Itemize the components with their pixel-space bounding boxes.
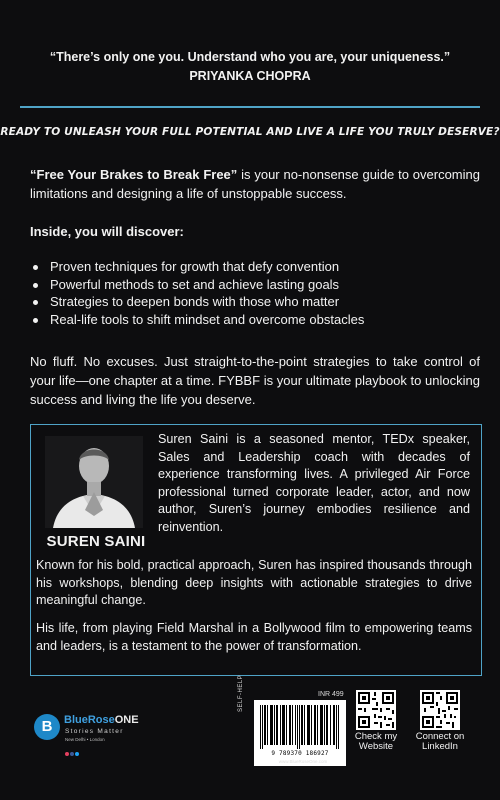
author-photo (45, 436, 143, 528)
price-label: INR 499 (318, 691, 344, 698)
intro-paragraph (30, 165, 480, 203)
list-item: Strategies to deepen bonds with those who matter (30, 293, 364, 311)
closing-paragraph: No fluff. No excuses. Just straight-to-the-point strategies to take control of your life—one chapter at a time. FYBBF is your ultimate playbook to unlocking success and living the life you deserve. (30, 354, 480, 407)
publisher-logo-icon: B (34, 714, 60, 740)
publisher-website: www.BlueRoseOne.com (278, 759, 328, 764)
barcode-bars (260, 705, 340, 749)
publisher-name: BlueRoseONE (64, 714, 139, 726)
linkedin-qr-label: Connect on LinkedIn (415, 731, 465, 752)
author-bio-1: Suren Saini is a seasoned mentor, TEDx speaker, Sales and Leadership coach with decades of experience transforming lives. A privileged Air Force professional turned corporate leader, actor, and now author, Suren’s journey embodies resilience and reinvention. (158, 432, 470, 534)
website-qr-code[interactable] (356, 690, 396, 730)
author-bio-3: His life, from playing Field Marshal in a Bollywood film to empowering teams and leaders, is a testament to the power of transformation. (36, 621, 472, 653)
author-name: SUREN SAINI (46, 533, 146, 550)
linkedin-qr-code[interactable] (420, 690, 460, 730)
barcode (254, 700, 346, 766)
intro-text: is your no-nonsense guide to overcoming limitations and designing a life of unstoppable success. (30, 167, 480, 201)
social-icons (65, 743, 83, 747)
publisher-cities: New Delhi • London (65, 737, 105, 742)
discover-list (30, 258, 364, 328)
website-qr-label: Check my Website (354, 731, 398, 752)
publisher-logo (34, 712, 154, 752)
list-item: Real-life tools to shift mindset and overcome obstacles (30, 311, 364, 329)
book-title: “Free Your Brakes to Break Free” (30, 167, 238, 182)
isbn-number: 9 789370 186927 (271, 750, 329, 757)
list-item: Powerful methods to set and achieve lasting goals (30, 276, 364, 294)
publisher-tagline: Stories Matter (65, 728, 124, 735)
author-bio-2: Known for his bold, practical approach, Suren has inspired thousands through his workshops, blending deep insights with actionable strategies to drive meaningful change. (36, 558, 472, 608)
list-item: Proven techniques for growth that defy convention (30, 258, 364, 276)
quote-block (0, 48, 500, 86)
divider (20, 106, 480, 108)
inside-heading: Inside, you will discover: (30, 224, 184, 239)
headline: READY TO UNLEASH YOUR FULL POTENTIAL AND LIVE A LIFE YOU TRULY DESERVE? (0, 126, 500, 138)
category-label: SELF-HELP (238, 674, 244, 712)
quote-attribution: PRIYANKA CHOPRA (189, 69, 311, 83)
quote-text: “There’s only one you. Understand who you are, your uniqueness.” (49, 50, 451, 64)
